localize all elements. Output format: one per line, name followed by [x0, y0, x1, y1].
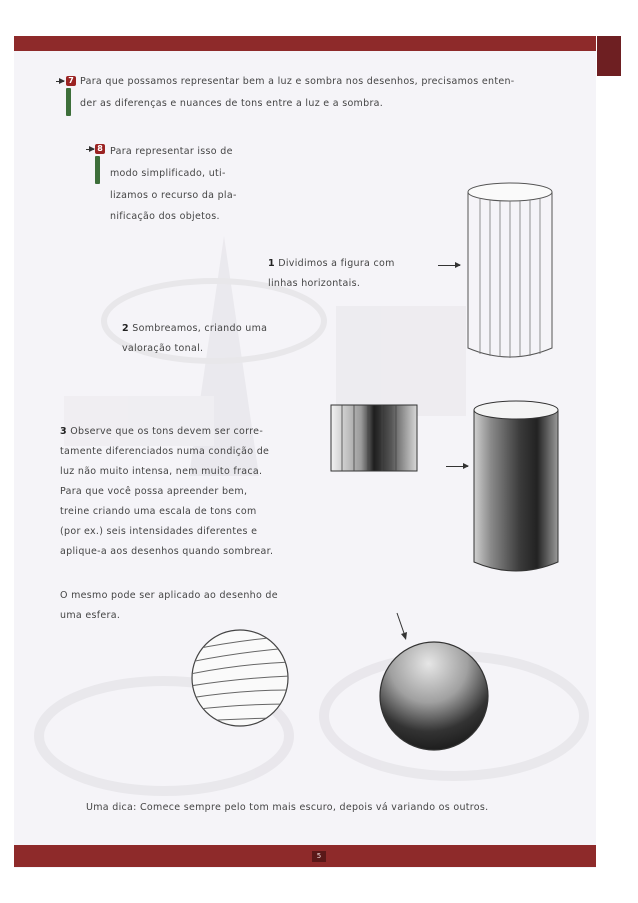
method-line-3: lizamos o recurso da pla- [110, 190, 237, 201]
top-frame-bar [14, 36, 596, 51]
cylinder-lined-drawing [466, 178, 556, 363]
step2-number: 2 [122, 323, 129, 334]
step1-number: 1 [268, 258, 275, 269]
tonal-scale-strip [330, 404, 418, 472]
method-line-2: modo simplificado, uti- [110, 168, 226, 179]
step3-line-5: treine criando uma escala de tons com [60, 506, 257, 517]
arrow-right-icon [86, 149, 94, 150]
step3-line-4: Para que você possa apreender bem, [60, 486, 248, 497]
page-number: 5 [312, 851, 326, 862]
arrow-right-icon [438, 265, 460, 266]
pencil-icon [95, 156, 100, 184]
step-badge-8: 8 [95, 144, 105, 154]
method-line-4: nificação dos objetos. [110, 211, 220, 222]
corner-tab [597, 36, 621, 76]
step3-line-3: luz não muito intensa, nem muito fraca. [60, 466, 263, 477]
step3-number: 3 [60, 426, 67, 437]
bottom-frame-bar [14, 845, 596, 867]
step3-line-6: (por ex.) seis intensidades diferentes e [60, 526, 258, 537]
arrow-down-icon [396, 612, 408, 642]
arrow-right-icon [446, 466, 468, 467]
step3-line-2: tamente diferenciados numa condição de [60, 446, 270, 457]
step2-line-2: valoração tonal. [122, 343, 204, 354]
step-badge-7: 7 [66, 76, 76, 86]
step1-line-1: Dividimos a figura com [278, 258, 395, 269]
sphere-note-line-2: uma esfera. [60, 610, 121, 621]
sphere-lined-drawing [190, 628, 290, 728]
intro-line-2: der as diferenças e nuances de tons entre a luz e a sombra. [80, 98, 384, 109]
step3-text-1 [60, 424, 263, 440]
step1-line-2: linhas horizontais. [268, 278, 361, 289]
sphere-note-line-1: O mesmo pode ser aplicado ao desenho de [60, 590, 278, 601]
cylinder-shaded-drawing [472, 398, 562, 578]
step1-text-1 [268, 256, 395, 272]
method-line-1: Para representar isso de [110, 146, 233, 157]
intro-line-1: Para que possamos representar bem a luz e sombra nos desenhos, precisamos enten- [80, 76, 515, 87]
tip-text: Uma dica: Comece sempre pelo tom mais escuro, depois vá variando os outros. [86, 802, 489, 813]
pencil-icon [66, 88, 71, 116]
step3-line-1: Observe que os tons devem ser corre- [70, 426, 264, 437]
step2-text-1 [122, 321, 267, 337]
arrow-right-icon [56, 81, 64, 82]
step3-line-7: aplique-a aos desenhos quando sombrear. [60, 546, 274, 557]
sphere-shaded-drawing [378, 640, 490, 752]
step2-line-1: Sombreamos, criando uma [132, 323, 268, 334]
